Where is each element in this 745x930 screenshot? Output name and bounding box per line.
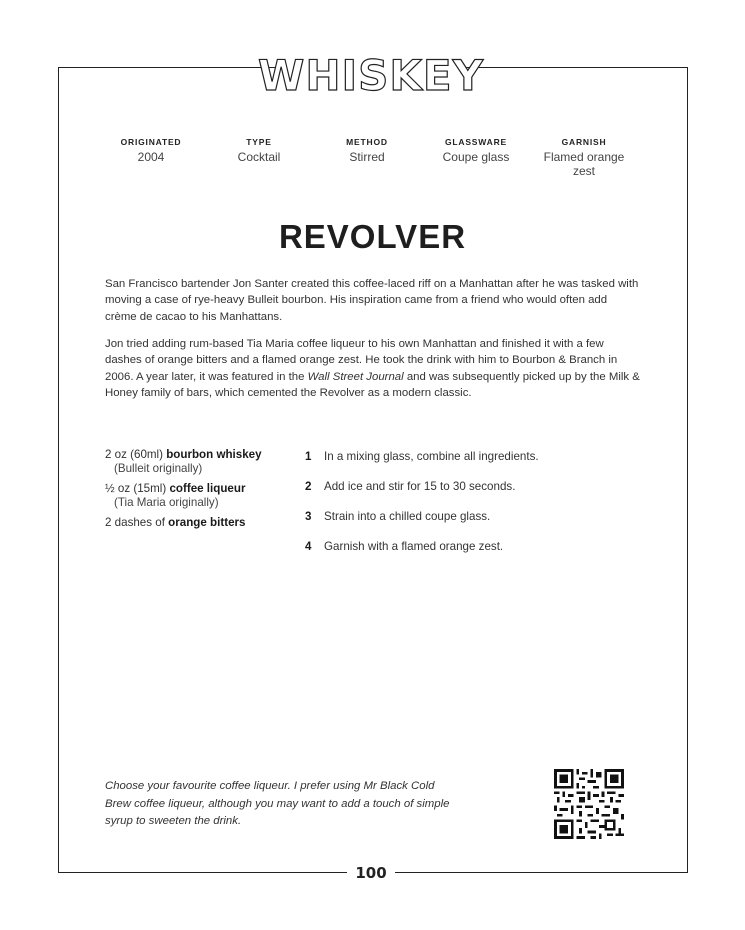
ingredient-list — [105, 448, 285, 536]
step-text: Garnish with a flamed orange zest. — [324, 540, 504, 553]
step-item — [305, 450, 635, 480]
meta-label: METHOD — [346, 137, 388, 147]
meta-value: Cocktail — [237, 150, 281, 164]
meta-glassware — [426, 137, 526, 164]
step-number: 3 — [305, 510, 312, 523]
qr-code-icon[interactable] — [554, 769, 624, 839]
ingredient-name: orange bitters — [168, 516, 246, 529]
intro-text: and was subsequently picked up by the Milk & Honey family of bars, which cemented the Revolver as a modern classic. — [105, 370, 640, 400]
method-steps — [305, 450, 635, 570]
section-title: WHISKEY — [258, 50, 485, 100]
step-text: Strain into a chilled coupe glass. — [324, 510, 491, 523]
meta-label: GARNISH — [561, 137, 607, 147]
step-number: 1 — [305, 450, 312, 463]
step-item — [305, 540, 635, 570]
ingredient-quantity: ½ oz (15ml) — [105, 482, 170, 495]
ingredient-item — [105, 516, 285, 530]
step-number: 4 — [305, 540, 312, 553]
step-text: Add ice and stir for 15 to 30 seconds. — [324, 480, 516, 493]
meta-garnish — [534, 137, 634, 178]
meta-value: Coupe glass — [442, 150, 510, 164]
intro-paragraph-1: San Francisco bartender Jon Santer created this coffee-laced riff on a Manhattan after he was tasked with moving a case of rye-heavy Bulleit bourbon. His inspiration came from a friend who would often add crème de cacao to his Manhattans. — [105, 278, 639, 323]
meta-method — [317, 137, 417, 164]
ingredient-note: (Tia Maria originally) — [114, 496, 219, 509]
intro-text: Jon tried adding rum-based Tia Maria coffee liqueur to his own Manhattan and finished it with a few dashes of orange bitters and a flamed orange zest. He took the drink with him to Bourbon & Branch in 2006. A year later, it was featured in the — [105, 338, 618, 383]
ingredient-name: bourbon whiskey — [166, 448, 262, 461]
ingredient-name: coffee liqueur — [169, 482, 246, 495]
tip-note: Choose your favourite coffee liqueur. I prefer using Mr Black Cold Brew coffee liqueur, although you may want to add a touch of simple syrup to sweeten the drink. — [105, 780, 450, 828]
publication-name: Wall Street Journal — [307, 370, 404, 383]
ingredient-note: (Bulleit originally) — [114, 462, 203, 475]
step-item — [305, 480, 635, 510]
meta-originated — [101, 137, 201, 164]
step-number: 2 — [305, 480, 312, 493]
ingredient-quantity: 2 oz (60ml) — [105, 448, 167, 461]
meta-value: Flamed orange zest — [543, 150, 625, 178]
meta-label: GLASSWARE — [445, 137, 507, 147]
meta-label: ORIGINATED — [120, 137, 182, 147]
intro-paragraph-2 — [105, 336, 641, 402]
step-item — [305, 510, 635, 540]
ingredient-quantity: 2 dashes of — [105, 516, 169, 529]
cocktail-title: REVOLVER — [278, 218, 467, 255]
ingredient-item — [105, 482, 285, 510]
meta-type — [209, 137, 309, 164]
step-text: In a mixing glass, combine all ingredients. — [324, 450, 539, 463]
meta-value: 2004 — [137, 150, 165, 164]
meta-label: TYPE — [246, 137, 272, 147]
page-number: 100 — [347, 860, 395, 886]
ingredient-item — [105, 448, 285, 476]
meta-value: Stirred — [349, 150, 385, 164]
